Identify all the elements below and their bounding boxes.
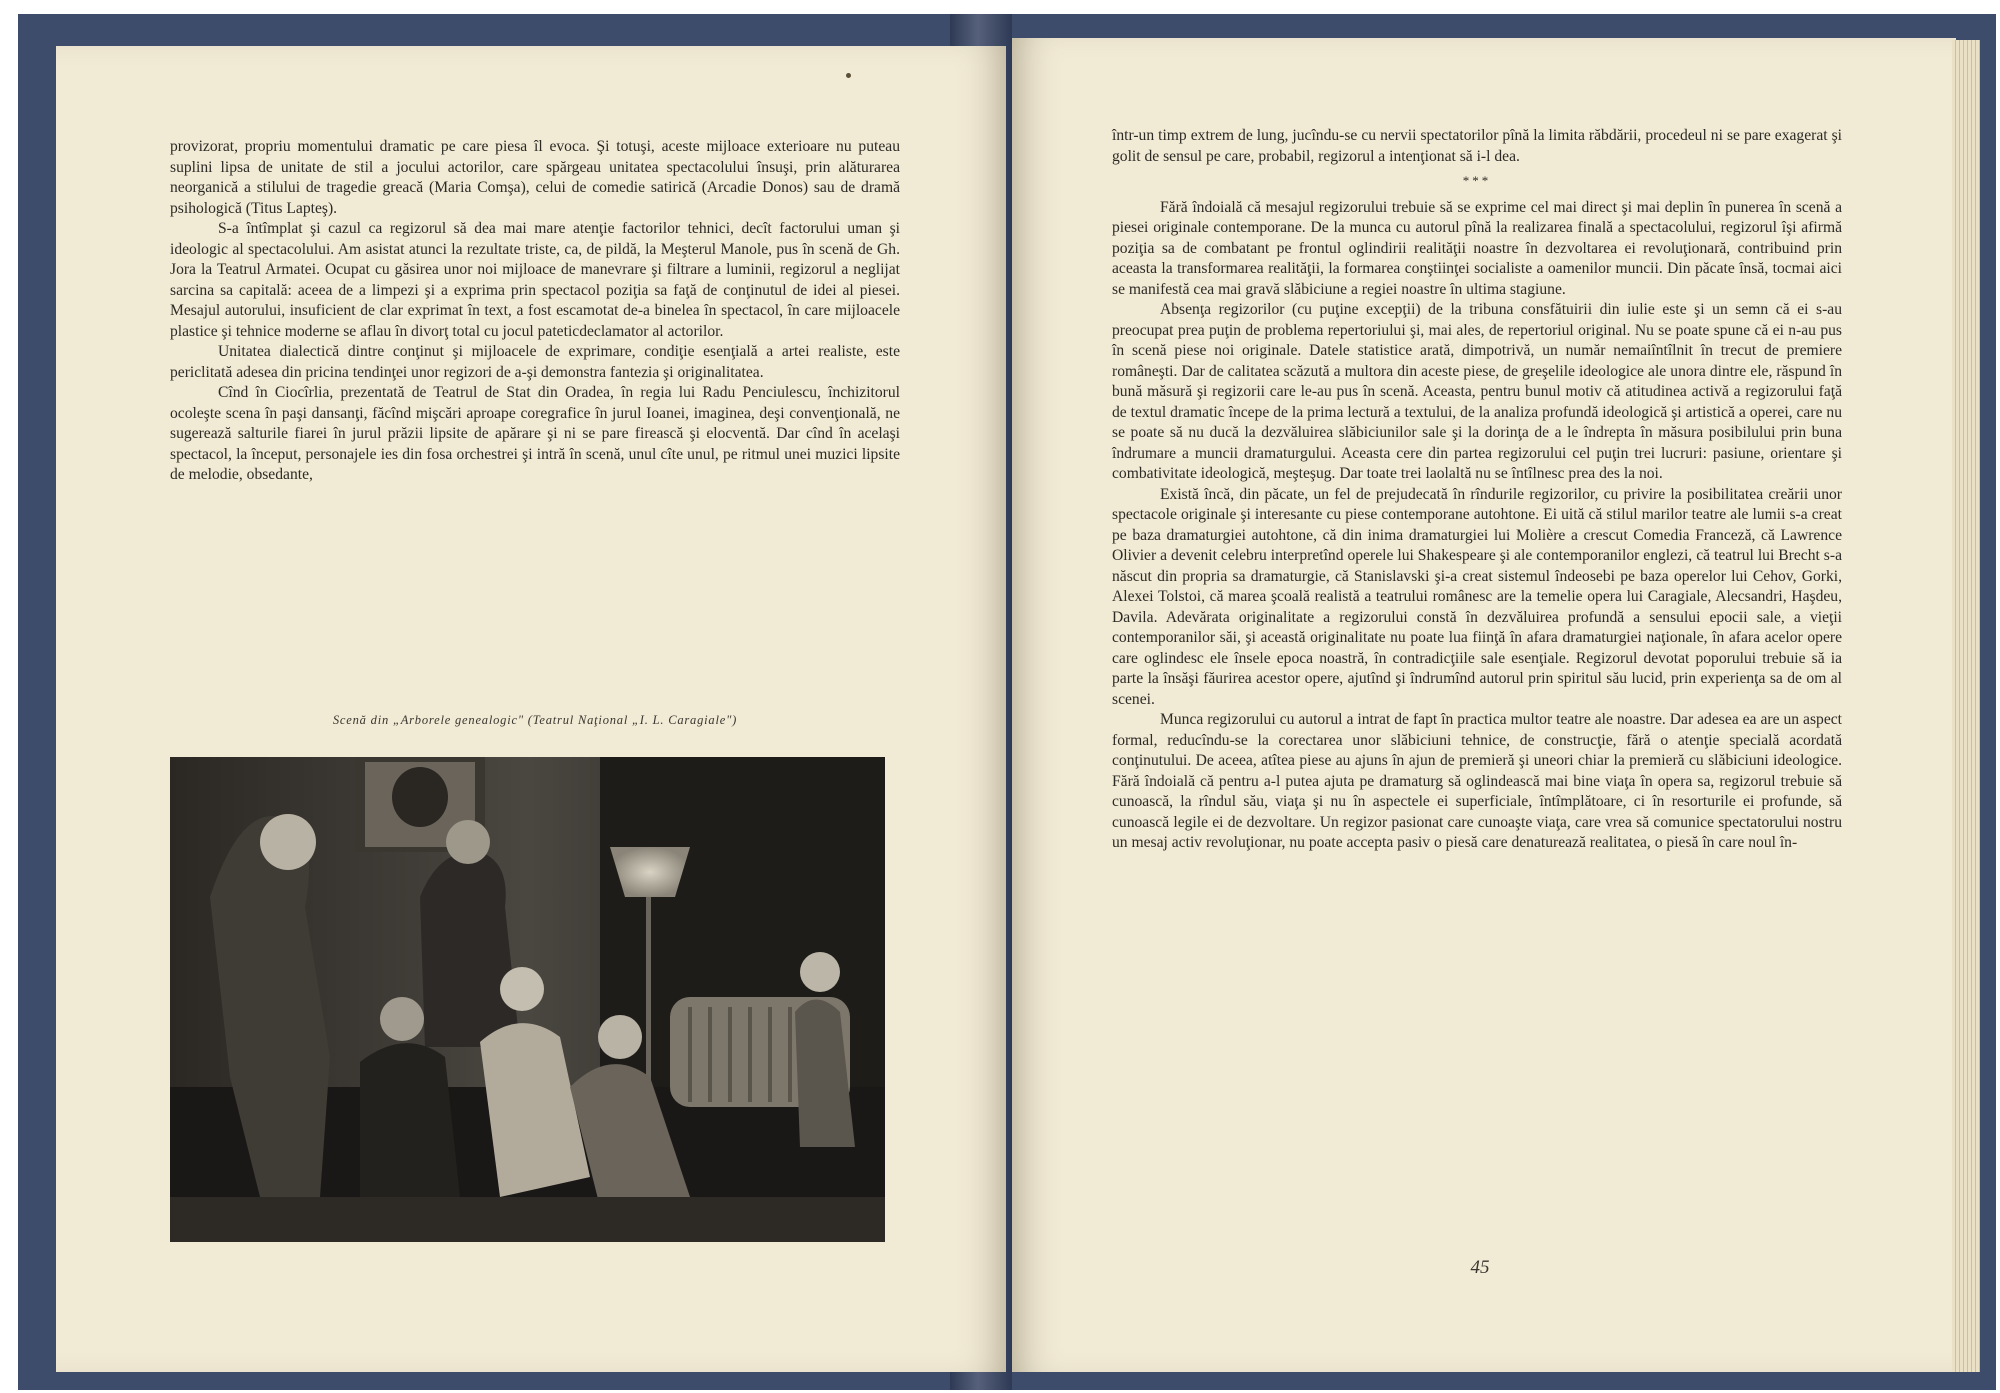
ink-speck — [846, 73, 851, 78]
paragraph: Fără îndoială că mesajul regizorului trebuie să se exprime cel mai direct şi mai deplin în punerea în scenă a piesei originale contemporane. De la munca cu autorul pînă la realizarea finală a spectacolului, regizorul îşi afirmă poziţia sa de combatant pe frontul oglindirii realităţii noastre în dezvoltarea ei revoluţionară, contribuind prin aceasta la transformarea realităţii, la formarea conştiinţei socialiste a oamenilor muncii. Din păcate însă, tocmai aici se manifestă cea mai gravă slăbiciune a regiei noastre în ultima stagiune. — [1112, 198, 1842, 298]
paragraph: provizorat, propriu momentului dramatic pe care piesa îl evoca. Şi totuşi, aceste mijloace exterioare nu puteau suplini lipsa de unitate de stil a jocului actorilor, care spărgeau unitatea spectacolului însuşi, prin alăturarea neorganică a stilului de tragedie greacă (Maria Comşa), celui de comedie satirică (Arcadie Donos) sau de dramă psihologică (Titus Lapteş). — [170, 138, 900, 217]
photo-caption: Scenă din „Arborele genealogic" (Teatrul Naţional „I. L. Caragiale") — [332, 713, 738, 727]
paragraph: Unitatea dialectică dintre conţinut şi mijloacele de exprimare, condiţie esenţială a artei realiste, este periclitată adesea din pricina tendinţei unor regizori de a-şi demonstra fantezia şi originalitatea. — [170, 343, 900, 381]
page-edges — [1952, 40, 1980, 1372]
left-page-text — [170, 137, 900, 486]
paragraph: Absenţa regizorilor (cu puţine excepţii) de la tribuna consfătuirii din iulie este şi un semn că ei s-au preocupat prea puţin de problema repertoriului şi, mai ales, de repertoriul original. Nu se poate spune că ei n-au pus în scenă piese noi originale. Datele statistice arată, dimpotrivă, un număr nemaiîntîlnit în trecut de premiere româneşti. Dar de calitatea scăzută a multora din aceste piese, de greşelile ideologice ale unora dintre ele, răspund în bună măsură şi regizorii care le-au pus în scenă. Aceasta, pentru bunul motiv că atitudinea activă a regizorului faţă de textul dramatic începe de la prima lectură a textului, de la analiza profundă ideologică şi artistică a operei, care nu se poate să nu ducă la dezvăluirea slăbiciunilor sale şi la dorinţa de a le îndrepta în măsura posibilului prin buna îndrumare a muncii dramaturgului. Aceasta cere din partea regizorului cel puţin trei lucruri: pasiune, orientare şi combativitate ideologică, meşteşug. Dar toate trei laolaltă nu se întîlnesc prea des la noi. — [1112, 301, 1842, 482]
page-number: 45 — [1470, 1257, 1490, 1278]
paragraph: Cînd în Ciocîrlia, prezentată de Teatrul de Stat din Oradea, în regia lui Radu Penciulescu, închizitorul ocoleşte scena în paşi dansanţi, făcînd mişcări aproape coregrafice în jurul Ioanei, imaginea, deşi convenţională, ne sugerează salturile fiarei în jurul prăzii lipsite de apărare şi ni se pare firească şi elocventă. Dar cînd în acelaşi spectacol, la început, personajele ies din fosa orchestrei şi intră în scenă, unul cîte unul, pe ritmul unei muzici lipsite de melodie, obsedante, — [170, 384, 900, 483]
paragraph: Munca regizorului cu autorul a intrat de fapt în practica multor teatre ale noastre. Dar adesea ea are un aspect formal, reducîndu-se la corectarea unor slăbiciuni tehnice, de construcţie, fără o atenţie specială acordată conţinutului. De aceea, atîtea piese au ajuns în ajun de premieră şi uneori chiar la premieră cu slăbiciuni ideologice. Fără îndoială că pentru a-l putea ajuta pe dramaturg să oglindească mai bine viaţa în opera sa, regizorul trebuie să cunoască, la rîndul său, viaţa şi nu în aspectele ei superficiale, întîmplătoare, ci în resorturile ei profunde, să cunoască legile ei de dezvoltare. Un regizor pasionat care cunoaşte viaţa, care vrea să comunice spectatorului nostru un mesaj activ revoluţionar, nu poate accepta pasiv o piesă care denaturează realitatea, o piesă în care noul în- — [1112, 711, 1842, 851]
paragraph: Există încă, din păcate, un fel de prejudecată în rîndurile regizorilor, cu privire la posibilitatea creării unor spectacole originale şi interesante cu piese contemporane autohtone. Ei uită că stilul marilor teatre ale lumii s-a creat pe baza dramaturgiei autohtone, că din inima dramaturgiei lui Molière a crescut Comedia Franceză, că Lawrence Olivier a devenit celebru interpretînd operele lui Shakespeare şi ale contemporanilor englezi, că teatrul lui Brecht s-a născut din propria sa dramaturgie, că Stanislavski şi-a creat sistemul îndeosebi pe baza operelor lui Cehov, Gorki, Alexei Tolstoi, că marea şcoală realistă a teatrului românesc are la temelie opera lui Caragiale, Alecsandri, Haşdeu, Davila. Adevărata originalitate a regizorului constă în dezvăluirea profundă a sensului epocii sale, a vieţii contemporanilor săi, şi această originalitate nu poate lua fiinţă în afara dramaturgiei naţionale, în afara acelor opere care oglindesc ele însele epoca noastră, în contradicţiile sale esenţiale. Regizorul devotat poporului trebuie să ia parte la însăşi făurirea acestor opere, ajutînd şi îndrumînd autorul prin spiritul său lucid, prin experienţa sa de om al scenei. — [1112, 485, 1842, 708]
paragraph: S-a întîmplat şi cazul ca regizorul să dea mai mare atenţie factorilor tehnici, decît factorului uman şi ideologic al spectacolului. Am asistat atunci la rezultate triste, ca, de pildă, la Meşterul Manole, pus în scenă de Gh. Jora la Teatrul Armatei. Ocupat cu găsirea unor noi mijloace de manevrare şi filtrare a luminii, regizorul a neglijat sarcina sa capitală: aceea de a limpezi şi a exprima prin spectacol poziţia sa faţă de conţinutul de idei al piesei. Mesajul autorului, insuficient de clar exprimat în text, a fost escamotat de-a binelea în spectacol, în care mijloacele plastice şi tehnice moderne se aflau în divorţ total cu jocul pateticdeclamator al actorilor. — [170, 220, 900, 340]
section-separator: *** — [1462, 173, 1492, 188]
right-page-text — [1112, 126, 1842, 854]
theatre-scene-photo — [170, 757, 885, 1242]
paragraph: într-un timp extrem de lung, jucîndu-se cu nervii spectatorilor pînă la limita răbdării, procedeul ni se pare exagerat şi golit de sensul pe care, probabil, regizorul a intenţionat să i-l dea. — [1112, 127, 1842, 165]
